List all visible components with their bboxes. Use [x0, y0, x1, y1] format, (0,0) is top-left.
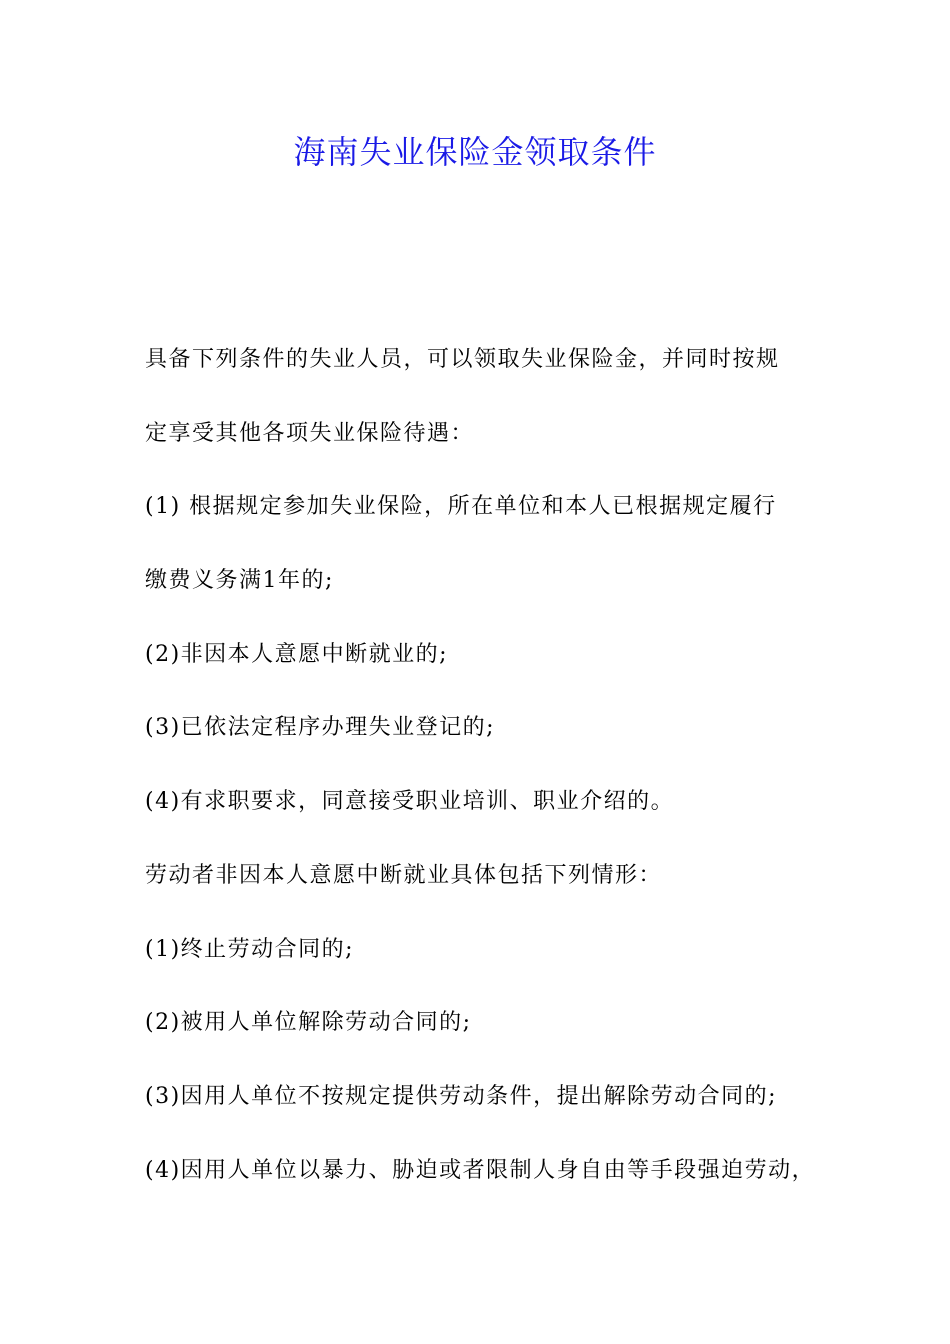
- body-line: (4)有求职要求，同意接受职业培训、职业介绍的。: [145, 789, 675, 815]
- body-line: (4)因用人单位以暴力、胁迫或者限制人身自由等手段强迫劳动，: [145, 1157, 816, 1183]
- body-line: (3)因用人单位不按规定提供劳动条件，提出解除劳动合同的;: [145, 1083, 778, 1109]
- body-line: 缴费义务满1年的;: [145, 568, 334, 594]
- body-line: 定享受其他各项失业保险待遇：: [145, 420, 475, 446]
- body-line: (1)终止劳动合同的;: [145, 936, 355, 962]
- body-line: 劳动者非因本人意愿中断就业具体包括下列情形：: [145, 862, 663, 888]
- body-line: (2)被用人单位解除劳动合同的;: [145, 1010, 472, 1036]
- body-line: (2)非因本人意愿中断就业的;: [145, 641, 449, 667]
- body-line: 具备下列条件的失业人员，可以领取失业保险金，并同时按规: [145, 347, 780, 372]
- body-line: (1) 根据规定参加失业保险，所在单位和本人已根据规定履行: [145, 494, 777, 520]
- document-body: [145, 338, 825, 1222]
- body-line: (3)已依法定程序办理失业登记的;: [145, 715, 496, 741]
- document-title: 海南失业保险金领取条件: [293, 133, 657, 171]
